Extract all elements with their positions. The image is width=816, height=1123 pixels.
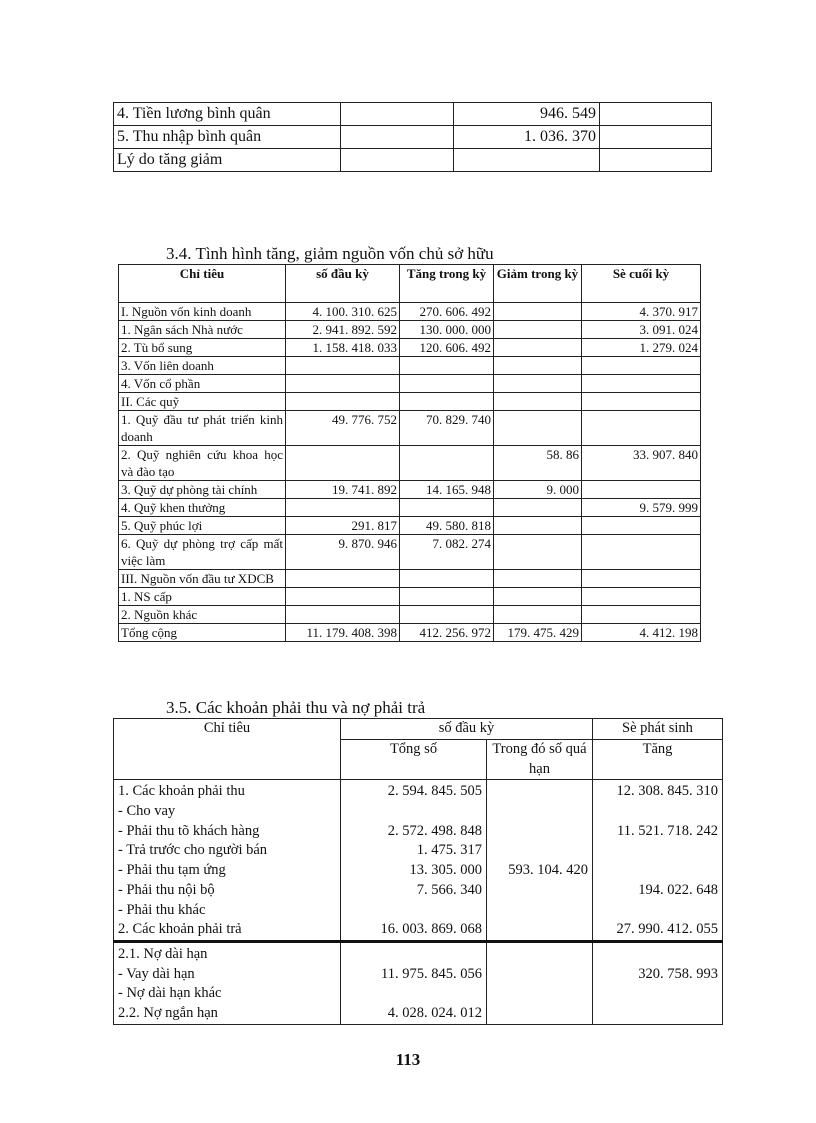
list-item-total: 4. 028. 024. 012: [387, 1004, 482, 1021]
table-row: [114, 126, 712, 149]
row-label: I. Nguồn vốn kinh doanh: [119, 303, 286, 321]
increase-value: 412. 256. 972: [400, 624, 494, 642]
start-value: 1. 158. 418. 033: [286, 339, 400, 357]
row-label: 4. Quỹ khen thưởng: [119, 499, 286, 517]
table-row: [119, 393, 701, 411]
list-item-label: 2.1. Nợ dài hạn: [118, 945, 208, 962]
table-row: [119, 606, 701, 624]
start-value: [286, 393, 400, 411]
table-row: [119, 339, 701, 357]
end-value: [582, 535, 701, 570]
row-label: 1. Quỹ đầu tư phát triển kinh doanh: [119, 411, 286, 446]
table-row: [119, 481, 701, 499]
start-value: [286, 446, 400, 481]
start-value: 2. 941. 892. 592: [286, 321, 400, 339]
list-item-overdue: [491, 901, 588, 921]
col-header-end: Sè cuối kỳ: [582, 265, 701, 303]
list-item-total: [345, 802, 482, 822]
row-label: 2. Tù bổ sung: [119, 339, 286, 357]
increase-value: 270. 606. 492: [400, 303, 494, 321]
block2-increase: [593, 941, 723, 1024]
list-item-total: 11. 975. 845. 056: [381, 965, 482, 982]
list-item-overdue: 593. 104. 420: [508, 862, 588, 879]
list-item-increase: 320. 758. 993: [638, 965, 718, 982]
table-row: [119, 517, 701, 535]
increase-value: 70. 829. 740: [400, 411, 494, 446]
list-item-label: 2. Các khoản phải trả: [118, 921, 242, 938]
list-item-total: 1. 475. 317: [416, 842, 482, 859]
row-cell: [341, 149, 454, 172]
list-item-label: - Vay dài hạn: [118, 965, 195, 982]
row-label: 6. Quỹ dự phòng trợ cấp mất việc làm: [119, 535, 286, 570]
increase-value: 130. 000. 000: [400, 321, 494, 339]
col-header-overdue: Trong đó số quá hạn: [487, 740, 593, 780]
list-item-increase: [597, 901, 718, 921]
table-row: [119, 624, 701, 642]
increase-value: [400, 375, 494, 393]
table-row: [119, 446, 701, 481]
decrease-value: [494, 357, 582, 375]
end-value: 3. 091. 024: [582, 321, 701, 339]
list-item-label: 2.2. Nợ ngắn hạn: [118, 1004, 218, 1021]
end-value: [582, 588, 701, 606]
start-value: 49. 776. 752: [286, 411, 400, 446]
end-value: [582, 517, 701, 535]
list-item-overdue: [491, 920, 588, 940]
increase-value: [400, 588, 494, 606]
list-item-overdue: [491, 841, 588, 861]
list-item-overdue: [491, 802, 588, 822]
list-item-label: - Nợ dài hạn khác: [118, 985, 222, 1002]
col-header-increase: Tăng: [593, 740, 723, 780]
list-item-increase: [597, 1004, 718, 1024]
end-value: [582, 606, 701, 624]
list-item-total: 7. 566. 340: [416, 881, 482, 898]
decrease-value: [494, 393, 582, 411]
decrease-value: [494, 303, 582, 321]
start-value: [286, 357, 400, 375]
end-value: 9. 579. 999: [582, 499, 701, 517]
row-label: II. Các quỹ: [119, 393, 286, 411]
end-value: [582, 375, 701, 393]
start-value: [286, 606, 400, 624]
row-label: 4. Tiền lương bình quân: [114, 103, 341, 126]
increase-value: [400, 446, 494, 481]
table-row: [119, 375, 701, 393]
table-row: [119, 321, 701, 339]
increase-value: [400, 393, 494, 411]
row-cell: [600, 126, 712, 149]
col-header-indicator: Chỉ tiêu: [119, 265, 286, 303]
increase-value: [400, 357, 494, 375]
page-number: 113: [395, 1050, 421, 1069]
end-value: [582, 393, 701, 411]
start-value: 291. 817: [286, 517, 400, 535]
decrease-value: [494, 499, 582, 517]
col-header-decrease: Giảm trong kỳ: [494, 265, 582, 303]
decrease-value: [494, 570, 582, 588]
table-row: [119, 535, 701, 570]
table-row: [119, 588, 701, 606]
block2-labels: [114, 941, 341, 1024]
list-item-label: 1. Các khoản phải thu: [118, 783, 245, 800]
list-item-label: - Phải thu tõ khách hàng: [118, 822, 260, 839]
block1-labels: [114, 780, 341, 942]
list-item-label: - Cho vay: [118, 803, 176, 820]
decrease-value: [494, 535, 582, 570]
row-label: 1. NS cấp: [119, 588, 286, 606]
start-value: 11. 179. 408. 398: [286, 624, 400, 642]
list-item-total: [345, 901, 482, 921]
increase-value: 7. 082. 274: [400, 535, 494, 570]
decrease-value: 179. 475. 429: [494, 624, 582, 642]
end-value: [582, 570, 701, 588]
block1-totals: [341, 780, 487, 942]
row-label: Lý do tăng giảm: [114, 149, 341, 172]
decrease-value: [494, 606, 582, 624]
decrease-value: [494, 411, 582, 446]
list-item-increase: [597, 861, 718, 881]
row-cell: [600, 103, 712, 126]
increase-value: [400, 499, 494, 517]
col-header-start-group: số đầu kỳ: [341, 719, 593, 740]
end-value: 4. 412. 198: [582, 624, 701, 642]
table-row: [114, 103, 712, 126]
col-header-start: số đầu kỳ: [286, 265, 400, 303]
start-value: 19. 741. 892: [286, 481, 400, 499]
block1-increase: [593, 780, 723, 942]
decrease-value: 9. 000: [494, 481, 582, 499]
list-item-increase: 27. 990. 412. 055: [616, 921, 718, 938]
list-item-label: - Phải thu khác: [118, 901, 206, 918]
row-label: 4. Vốn cổ phần: [119, 375, 286, 393]
decrease-value: 58. 86: [494, 446, 582, 481]
start-value: [286, 588, 400, 606]
row-label: III. Nguồn vốn đầu tư XDCB: [119, 570, 286, 588]
list-item-increase: 194. 022. 648: [638, 881, 718, 898]
increase-value: [400, 570, 494, 588]
end-value: 1. 279. 024: [582, 339, 701, 357]
decrease-value: [494, 339, 582, 357]
start-value: 4. 100. 310. 625: [286, 303, 400, 321]
increase-value: 120. 606. 492: [400, 339, 494, 357]
list-item-overdue: [491, 822, 588, 842]
row-label: 3. Quỹ dự phòng tài chính: [119, 481, 286, 499]
end-value: [582, 411, 701, 446]
start-value: [286, 570, 400, 588]
increase-value: 14. 165. 948: [400, 481, 494, 499]
table-row: [119, 499, 701, 517]
end-value: [582, 481, 701, 499]
row-value: [454, 149, 600, 172]
list-item-label: - Phải thu nội bộ: [118, 881, 215, 898]
list-item-increase: 12. 308. 845. 310: [616, 783, 718, 800]
decrease-value: [494, 588, 582, 606]
end-value: 33. 907. 840: [582, 446, 701, 481]
row-cell: [341, 103, 454, 126]
table-row: [114, 149, 712, 172]
list-item-total: 2. 572. 498. 848: [387, 822, 482, 839]
col-header-indicator: Chỉ tiêu: [114, 719, 341, 780]
row-value: 1. 036. 370: [454, 126, 600, 149]
list-item-overdue: [491, 881, 588, 901]
equity-changes-table: [118, 264, 701, 642]
row-label: 5. Quỹ phúc lợi: [119, 517, 286, 535]
table-row: [119, 411, 701, 446]
decrease-value: [494, 321, 582, 339]
section-3-4-title: 3.4. Tình hình tăng, giảm nguồn vốn chủ sở hữu: [166, 244, 494, 263]
list-item-overdue: [491, 782, 588, 802]
start-value: [286, 499, 400, 517]
receivables-payables-table: [113, 718, 723, 1025]
row-cell: [600, 149, 712, 172]
decrease-value: [494, 375, 582, 393]
salary-income-table: [113, 102, 712, 172]
row-label: Tổng cộng: [119, 624, 286, 642]
col-header-increase: Tăng trong kỳ: [400, 265, 494, 303]
list-item-increase: [597, 984, 718, 1004]
list-item-increase: 11. 521. 718. 242: [617, 822, 718, 839]
row-label: 3. Vốn liên doanh: [119, 357, 286, 375]
increase-value: 49. 580. 818: [400, 517, 494, 535]
start-value: [286, 375, 400, 393]
increase-value: [400, 606, 494, 624]
list-item-total: [345, 945, 482, 965]
row-label: 2. Quỹ nghiên cứu khoa học và đào tạo: [119, 446, 286, 481]
start-value: 9. 870. 946: [286, 535, 400, 570]
list-item-increase: [597, 841, 718, 861]
block2-totals: [341, 941, 487, 1024]
col-header-total: Tổng số: [341, 740, 487, 780]
list-item-label: - Phải thu tạm ứng: [118, 862, 226, 879]
table-row: [119, 357, 701, 375]
row-label: 1. Ngân sách Nhà nước: [119, 321, 286, 339]
block2-overdue: [487, 941, 593, 1024]
block1-overdue: [487, 780, 593, 942]
table-row: [119, 303, 701, 321]
decrease-value: [494, 517, 582, 535]
col-header-arising-group: Sè phát sinh: [593, 719, 723, 740]
list-item-total: [345, 984, 482, 1004]
list-item-overdue: [491, 984, 588, 1004]
row-value: 946. 549: [454, 103, 600, 126]
section-3-5-title: 3.5. Các khoản phải thu và nợ phải trả: [166, 698, 426, 717]
list-item-increase: [597, 802, 718, 822]
list-item-overdue: [491, 965, 588, 985]
row-cell: [341, 126, 454, 149]
list-item-total: 13. 305. 000: [409, 862, 482, 879]
list-item-total: 2. 594. 845. 505: [387, 783, 482, 800]
row-label: 2. Nguồn khác: [119, 606, 286, 624]
list-item-increase: [597, 945, 718, 965]
list-item-overdue: [491, 1004, 588, 1024]
list-item-overdue: [491, 945, 588, 965]
end-value: [582, 357, 701, 375]
list-item-total: 16. 003. 869. 068: [380, 921, 482, 938]
row-label: 5. Thu nhập bình quân: [114, 126, 341, 149]
list-item-label: - Trả trước cho người bán: [118, 842, 268, 859]
table-row: [119, 570, 701, 588]
end-value: 4. 370. 917: [582, 303, 701, 321]
